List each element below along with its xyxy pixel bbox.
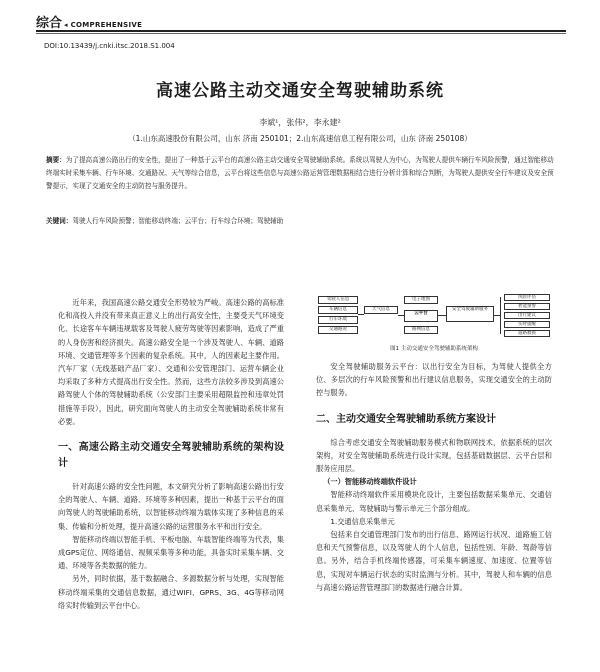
body-paragraph: 智能移动终端软件采用模块化设计，主要包括数据采集单元、交通信息采集单元、驾驶辅助与警示单元三个部分组成。 bbox=[316, 490, 552, 513]
fig-box: 安全驾驶辅助服务 bbox=[446, 306, 494, 322]
section-label: 综合 bbox=[36, 16, 63, 31]
abstract-text: 为了提高高速公路出行的安全性，提出了一种基于云平台的高速公路主动交通安全驾驶辅助系统。系统以驾驶人为中心，为驾驶人提供车辆行车风险预警，通过智能移动终端实时采集车辆、行车环境、交通路况、天气等综合信息，云平台将这些信息与高速公路运营管理数据相结合进行分析计算和综合判断，为驾驶人提供安全行车建议及安全预警提示，实现了交通安全的主动防控与服务提升。 bbox=[46, 156, 554, 191]
body-paragraph: 另外，同时依据，基于数据融合、多源数据分析与处理，实现智能移动终端采集的交通信息数据，通过WIFI、GPRS、3G、4G等移动网络实时传输到云平台中心。 bbox=[58, 574, 284, 610]
right-column bbox=[316, 360, 552, 594]
figure-caption: 图1 主动交通安全驾驶辅助系统架构 bbox=[390, 346, 478, 352]
affiliations: （1.山东高速股份有限公司，山东 济南 250101；2.山东高速信息工程有限公司，山东 济南 250108） bbox=[128, 134, 472, 143]
body-paragraph: 安全驾驶辅助服务云平台：以出行安全为目标，为驾驶人提供全方位、多层次的行车风险预警和出行建议信息服务，实现交通安全的主动防控与服务。 bbox=[316, 362, 552, 398]
fig-box: 交通路况 bbox=[318, 326, 358, 334]
fig-box: 天气信息 bbox=[364, 306, 398, 314]
section-2-heading: 二、主动交通安全驾驶辅助系统方案设计 bbox=[316, 413, 496, 425]
body-paragraph: 智能移动终端以智能手机、平板电脑、车载智能终端等为代表，集成GPS定位、网络通信、视频采集等多种功能，具备实时采集车辆、交通、环境等各类数据的能力。 bbox=[58, 534, 284, 571]
fig-box: 风险评估 bbox=[504, 294, 550, 301]
body-paragraph: 包括来自交通管理部门发布的出行信息、路网运行状况、道路施工信息和天气预警信息，以及驾驶人的个人信息，包括性别、年龄、驾龄等信息。另外，结合手机终端传感器，可采集车辆速度、加速度、位置等信息，实现对车辆运行状态的实时监测与分析。其中，驾驶人和车辆的信息与高速公路运营管理部门的数据进行融合计算。 bbox=[316, 530, 552, 592]
header-rule-thin bbox=[36, 33, 566, 34]
keywords-label: 关键词： bbox=[46, 217, 73, 225]
fig-box: 车辆信息 bbox=[318, 306, 358, 314]
paper-title: 高速公路主动交通安全驾驶辅助系统 bbox=[156, 81, 444, 101]
fig-connector bbox=[500, 297, 501, 334]
subsection-heading: （一）智能移动终端软件设计 bbox=[323, 477, 417, 487]
architecture-figure bbox=[318, 294, 550, 340]
keywords bbox=[46, 215, 554, 225]
fig-box: 出行建议 bbox=[504, 312, 550, 319]
fig-box: 道路救援 bbox=[504, 330, 550, 337]
abstract bbox=[46, 154, 554, 194]
fig-connector bbox=[358, 314, 364, 315]
keywords-text: 驾驶人行车风险预警；智能移动终端；云平台；行车综合环境；驾驶辅助 bbox=[72, 217, 284, 225]
doi: DOI:10.13439/j.cnki.itsc.2018.S1.004 bbox=[44, 42, 175, 50]
authors: 李斌¹，张伟²，李永建² bbox=[259, 118, 341, 127]
fig-box: 实时提醒 bbox=[504, 321, 550, 328]
fig-box: 驾驶人信息 bbox=[318, 296, 358, 304]
left-column bbox=[58, 296, 284, 612]
body-paragraph: 针对高速公路的安全性问题，本文研究分析了影响高速公路出行安全的驾驶人、车辆、道路、环境等多种因素，提出一种基于云平台的面向驾驶人的驾驶辅助系统，以智能移动终端为载体实现了多种信息的采集、传输和分析处理，提升高速公路的运营服务水平和出行安全。 bbox=[58, 482, 284, 531]
fig-connector bbox=[398, 315, 404, 316]
fig-box: 行车环境 bbox=[318, 316, 358, 324]
fig-box: 电子地图 bbox=[404, 296, 438, 304]
header-rule bbox=[36, 30, 566, 32]
fig-box: 智能预警 bbox=[504, 303, 550, 310]
section-1-heading: 一、高速公路主动交通安全驾驶辅助系统的架构设计 bbox=[58, 442, 284, 470]
section-label-en: ◂ COMPREHENSIVE bbox=[64, 21, 143, 29]
fig-connector bbox=[438, 315, 446, 316]
fig-box: 云平台 bbox=[404, 310, 438, 322]
body-paragraph: 综合考虑交通安全驾驶辅助服务模式和物联网技术，依据系统的层次架构，对安全驾驶辅助系统进行设计实现，包括基础数据层、云平台层和服务应用层。 bbox=[316, 437, 552, 474]
journal-section-header bbox=[36, 12, 142, 31]
intro-paragraph: 近年来，我国高速公路交通安全形势较为严峻。高速公路的高标准化和高投入并没有带来真正意义上的出行高安全性，主要受天气环境变化、长途客车车辆违规载客及驾驶人疲劳驾驶等因素影响，造成了严重的人身伤害和经济损失。高速公路安全是一个涉及驾驶人、车辆、道路环境、交通管理等多个因素的复杂系统。其中，人的因素起主要作用。汽车厂家（无线基础产品厂家）、交通和公安管理部门、运营车辆企业均采取了多种方式提高出行安全性。然而，这些方法较多涉及到高速公路驾驶人个体的驾驶辅助系统（公安部门主要采用超限监控和违章处罚措施等手段），因此，研究面向驾驶人的主动安全驾驶辅助系统非常有必要。 bbox=[58, 298, 284, 426]
body-paragraph: 1.交通信息采集单元 bbox=[330, 516, 395, 526]
abstract-label: 摘要： bbox=[46, 156, 66, 164]
fig-box: 路网信息 bbox=[404, 326, 438, 334]
